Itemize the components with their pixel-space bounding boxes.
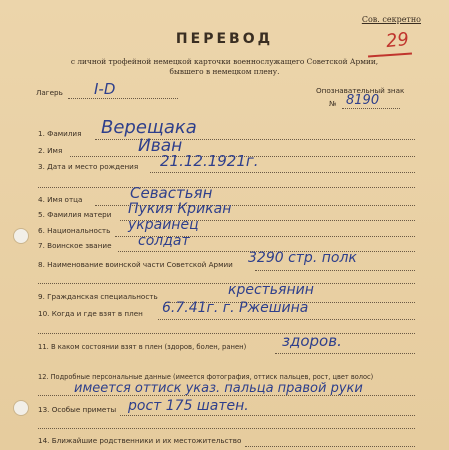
document-subtitle: с личной трофейной немецкой карточки военнослужащего Советской Армии, bbox=[70, 57, 379, 66]
field-label-personal: 12. Подробные персональные данные (имеется фотография, оттиск пальцев, рост, цвет волос) bbox=[38, 373, 374, 381]
field-label-mother: 5. Фамилия матери bbox=[38, 210, 112, 219]
field-label-nationality: 6. Национальность bbox=[38, 226, 111, 235]
value-condition: здоров. bbox=[282, 332, 342, 350]
id-tag-value: 8190 bbox=[346, 93, 380, 108]
field-label-features: 13. Особые приметы bbox=[38, 405, 117, 414]
document-title: ПЕРЕВОД bbox=[175, 31, 274, 47]
field-label-specialty: 9. Гражданская специальность bbox=[38, 292, 158, 301]
value-unit: 3290 стр. полк bbox=[248, 250, 357, 266]
field-label-captured: 10. Когда и где взят в плен bbox=[38, 309, 143, 318]
field-label-relatives: 14. Ближайшие родственники и их местожительство bbox=[38, 436, 242, 445]
id-tag-label: Опознавательный знак bbox=[316, 86, 405, 95]
punch-hole bbox=[13, 228, 29, 244]
field-label-unit: 8. Наименование воинской части Советской Армии bbox=[38, 260, 233, 269]
value-father: Севастьян bbox=[130, 184, 213, 202]
punch-hole bbox=[13, 400, 29, 416]
secret-stamp: Сов. секретно bbox=[361, 15, 421, 24]
value-surname: Верещака bbox=[101, 117, 197, 138]
value-personal: имеется оттиск указ. пальца правой руки bbox=[74, 381, 363, 396]
field-label-father: 4. Имя отца bbox=[38, 195, 83, 204]
value-birth: 21.12.1921г. bbox=[160, 152, 259, 170]
value-features: рост 175 шатен. bbox=[128, 398, 249, 414]
field-label-birth: 3. Дата и место рождения bbox=[38, 162, 139, 171]
field-label-surname: 1. Фамилия bbox=[38, 129, 82, 138]
value-nationality: украинец bbox=[128, 217, 199, 233]
value-rank: солдат bbox=[138, 233, 190, 249]
document-subtitle-2: бывшего в немецком плену. bbox=[169, 67, 280, 76]
value-captured: 6.7.41г. г. Ржешина bbox=[162, 300, 309, 316]
field-label-name: 2. Имя bbox=[38, 146, 63, 155]
id-tag-no-label: № bbox=[329, 99, 337, 108]
camp-label: Лагерь bbox=[36, 88, 63, 97]
camp-value: I-D bbox=[94, 80, 116, 98]
value-mother: Пукия Крикан bbox=[128, 201, 232, 217]
field-label-condition: 11. В каком состоянии взят в плен (здоров, болен, ранен) bbox=[38, 343, 247, 351]
value-specialty: крестьянин bbox=[228, 282, 314, 298]
field-label-rank: 7. Воинское звание bbox=[38, 241, 112, 250]
value-name: Иван bbox=[138, 136, 183, 156]
sheet-number: 29 bbox=[385, 28, 411, 53]
